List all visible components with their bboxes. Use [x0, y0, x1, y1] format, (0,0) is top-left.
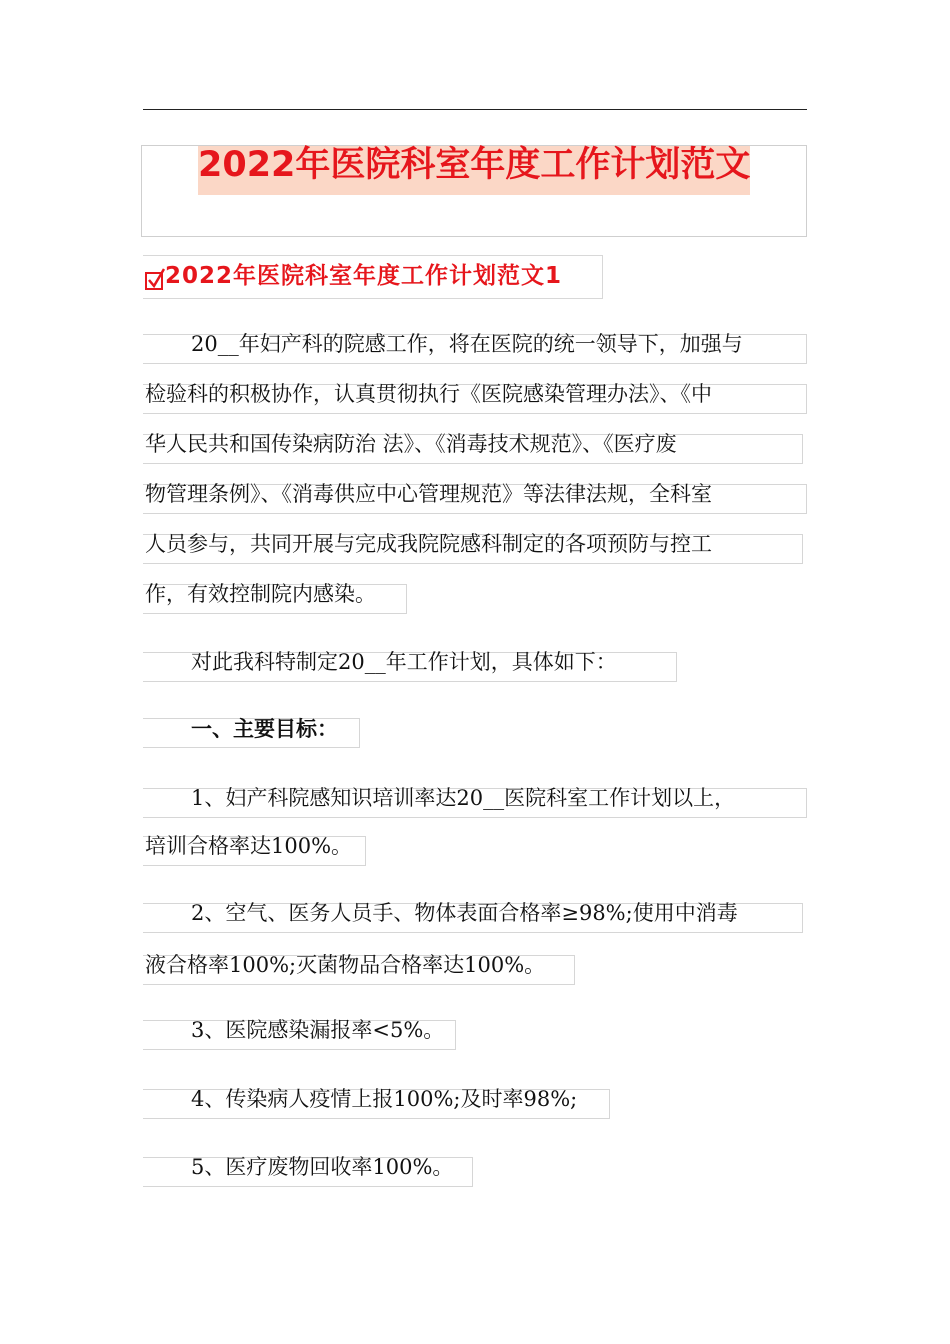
- plan-intro: 对此我科特制定20__年工作计划，具体如下：: [191, 650, 617, 674]
- goal-2-line-2: 液合格率100%;灭菌物品合格率达100%。: [145, 953, 546, 977]
- goal-1-line-1: 1、妇产科院感知识培训率达20__医院科室工作计划以上，: [191, 786, 736, 810]
- goal-4: 4、传染病人疫情上报100%;及时率98%;: [191, 1087, 578, 1111]
- intro-line-1: 20__年妇产科的院感工作，将在医院的统一领导下，加强与: [191, 332, 743, 356]
- intro-line-2: 检验科的积极协作，认真贯彻执行《医院感染管理办法》、《中: [145, 382, 712, 406]
- top-rule: [143, 109, 807, 110]
- goal-1-line-2: 培训合格率达100%。: [145, 834, 353, 858]
- goal-3: 3、医院感染漏报率<5%。: [191, 1018, 445, 1042]
- intro-line-4: 物管理条例》、《消毒供应中心管理规范》等法律法规，全科室: [145, 482, 712, 506]
- checkbox-check-icon: [145, 268, 165, 290]
- goal-2-line-1: 2、空气、医务人员手、物体表面合格率≥98%;使用中消毒: [191, 901, 738, 925]
- intro-line-5: 人员参与，共同开展与完成我院院感科制定的各项预防与控工: [145, 532, 712, 556]
- intro-line-3: 华人民共和国传染病防治 法》、《消毒技术规范》、《医疗废: [145, 432, 677, 456]
- section-heading: 2022年医院科室年度工作计划范文1: [165, 263, 563, 289]
- intro-line-6: 作，有效控制院内感染。: [145, 582, 376, 606]
- goal-5: 5、医疗废物回收率100%。: [191, 1155, 454, 1179]
- document-title: 2022年医院科室年度工作计划范文: [198, 145, 751, 185]
- goals-heading: 一、主要目标：: [191, 717, 338, 741]
